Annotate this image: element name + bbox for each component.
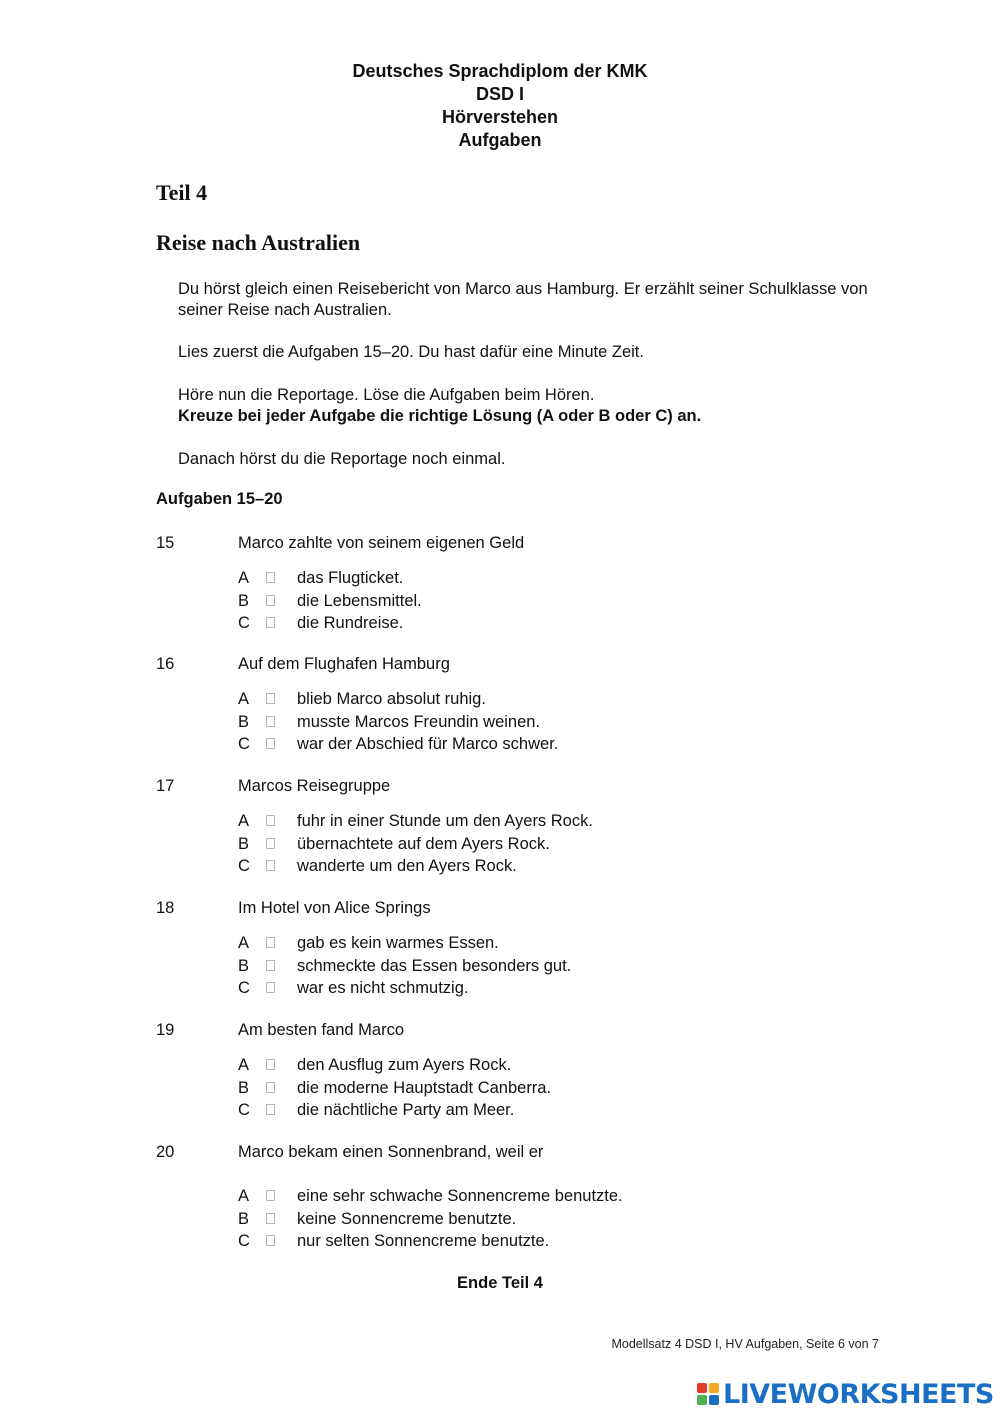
- option-text: war es nicht schmutzig.: [297, 979, 469, 997]
- option-letter: B: [238, 591, 250, 610]
- checkbox-icon[interactable]: [266, 860, 275, 871]
- checkbox-icon[interactable]: [266, 1104, 275, 1115]
- option-text: war der Abschied für Marco schwer.: [297, 735, 559, 753]
- checkbox-icon[interactable]: [266, 1235, 275, 1246]
- checkbox-icon[interactable]: [266, 617, 275, 628]
- option-text: das Flugticket.: [297, 569, 404, 587]
- intro-instruction-bold: Kreuze bei jeder Aufgabe die richtige Lösung (A oder B oder C) an.: [178, 407, 702, 425]
- question-number: 19: [156, 1021, 175, 1039]
- option-text: die Lebensmittel.: [297, 591, 422, 610]
- question-text: Marcos Reisegruppe: [238, 777, 391, 795]
- part-heading: Teil 4: [156, 180, 208, 205]
- checkbox-icon[interactable]: [266, 937, 275, 948]
- end-label: Ende Teil 4: [457, 1274, 543, 1292]
- option-text: die moderne Hauptstadt Canberra.: [297, 1078, 552, 1097]
- option-text: wanderte um den Ayers Rock.: [297, 857, 517, 875]
- option-letter: A: [238, 569, 250, 587]
- question-number: 16: [156, 655, 175, 673]
- checkbox-icon[interactable]: [266, 1082, 275, 1093]
- question-number: 18: [156, 899, 175, 917]
- question-text: Marco bekam einen Sonnenbrand, weil er: [238, 1143, 544, 1161]
- checkbox-icon[interactable]: [266, 1213, 275, 1224]
- option-letter: A: [238, 934, 250, 952]
- option-letter: C: [238, 1101, 250, 1119]
- option-letter: C: [238, 614, 250, 632]
- liveworksheets-logo-text: LIVEWORKSHEETS: [723, 1378, 994, 1410]
- option-text: den Ausflug zum Ayers Rock.: [297, 1056, 512, 1074]
- option-letter: B: [238, 956, 250, 975]
- option-letter: A: [238, 1056, 250, 1074]
- option-letter: A: [238, 1187, 250, 1205]
- question-number: 20: [156, 1143, 175, 1161]
- header-line-4: Aufgaben: [458, 130, 542, 150]
- liveworksheets-logo[interactable]: [697, 1378, 994, 1410]
- option-text: die Rundreise.: [297, 614, 404, 632]
- checkbox-icon[interactable]: [266, 815, 275, 826]
- intro-paragraph-1: Du hörst gleich einen Reisebericht von Marco aus Hamburg. Er erzählt seiner Schulklasse von seiner Reise nach Australien.: [178, 280, 868, 319]
- option-letter: A: [238, 690, 250, 708]
- section-title: Aufgaben 15–20: [156, 490, 283, 508]
- checkbox-icon[interactable]: [266, 982, 275, 993]
- intro-paragraph-3-text: Höre nun die Reportage. Löse die Aufgaben beim Hören.: [178, 386, 595, 404]
- checkbox-icon[interactable]: [266, 960, 275, 971]
- option-text: fuhr in einer Stunde um den Ayers Rock.: [297, 812, 593, 830]
- liveworksheets-logo-icon: [697, 1383, 719, 1405]
- header-line-2: DSD I: [475, 84, 524, 104]
- checkbox-icon[interactable]: [266, 1190, 275, 1201]
- option-letter: A: [238, 812, 250, 830]
- option-letter: C: [238, 857, 250, 875]
- page-title: Reise nach Australien: [156, 230, 361, 255]
- option-text: keine Sonnencreme benutzte.: [297, 1209, 517, 1228]
- document-header: [0, 60, 1000, 152]
- header-line-1: Deutsches Sprachdiplom der KMK: [352, 61, 648, 81]
- checkbox-icon[interactable]: [266, 738, 275, 749]
- checkbox-icon[interactable]: [266, 1059, 275, 1070]
- option-letter: C: [238, 1232, 250, 1250]
- option-text: schmeckte das Essen besonders gut.: [297, 956, 572, 975]
- option-text: blieb Marco absolut ruhig.: [297, 690, 486, 708]
- question-number: 17: [156, 777, 175, 795]
- option-letter: B: [238, 712, 250, 731]
- intro-paragraph-2: Lies zuerst die Aufgaben 15–20. Du hast dafür eine Minute Zeit.: [178, 343, 644, 361]
- option-text: die nächtliche Party am Meer.: [297, 1101, 515, 1119]
- option-letter: B: [238, 834, 250, 853]
- question-text: Am besten fand Marco: [238, 1021, 404, 1039]
- checkbox-icon[interactable]: [266, 572, 275, 583]
- question-text: Auf dem Flughafen Hamburg: [238, 655, 450, 673]
- checkbox-icon[interactable]: [266, 716, 275, 727]
- page-footer: Modellsatz 4 DSD I, HV Aufgaben, Seite 6 von 7: [611, 1337, 879, 1351]
- option-letter: B: [238, 1209, 250, 1228]
- question-text: Marco zahlte von seinem eigenen Geld: [238, 534, 525, 552]
- intro-paragraph-3: [178, 385, 878, 427]
- option-text: nur selten Sonnencreme benutzte.: [297, 1232, 550, 1250]
- header-line-3: Hörverstehen: [441, 107, 559, 127]
- question-number: 15: [156, 534, 175, 552]
- checkbox-icon[interactable]: [266, 595, 275, 606]
- checkbox-icon[interactable]: [266, 693, 275, 704]
- option-text: gab es kein warmes Essen.: [297, 934, 499, 952]
- option-text: eine sehr schwache Sonnencreme benutzte.: [297, 1187, 623, 1205]
- question-text: Im Hotel von Alice Springs: [238, 899, 431, 917]
- option-letter: B: [238, 1078, 250, 1097]
- option-text: musste Marcos Freundin weinen.: [297, 712, 541, 731]
- option-letter: C: [238, 735, 250, 753]
- checkbox-icon[interactable]: [266, 838, 275, 849]
- intro-paragraph-4: Danach hörst du die Reportage noch einmal.: [178, 450, 506, 468]
- option-letter: C: [238, 979, 250, 997]
- option-text: übernachtete auf dem Ayers Rock.: [297, 834, 550, 853]
